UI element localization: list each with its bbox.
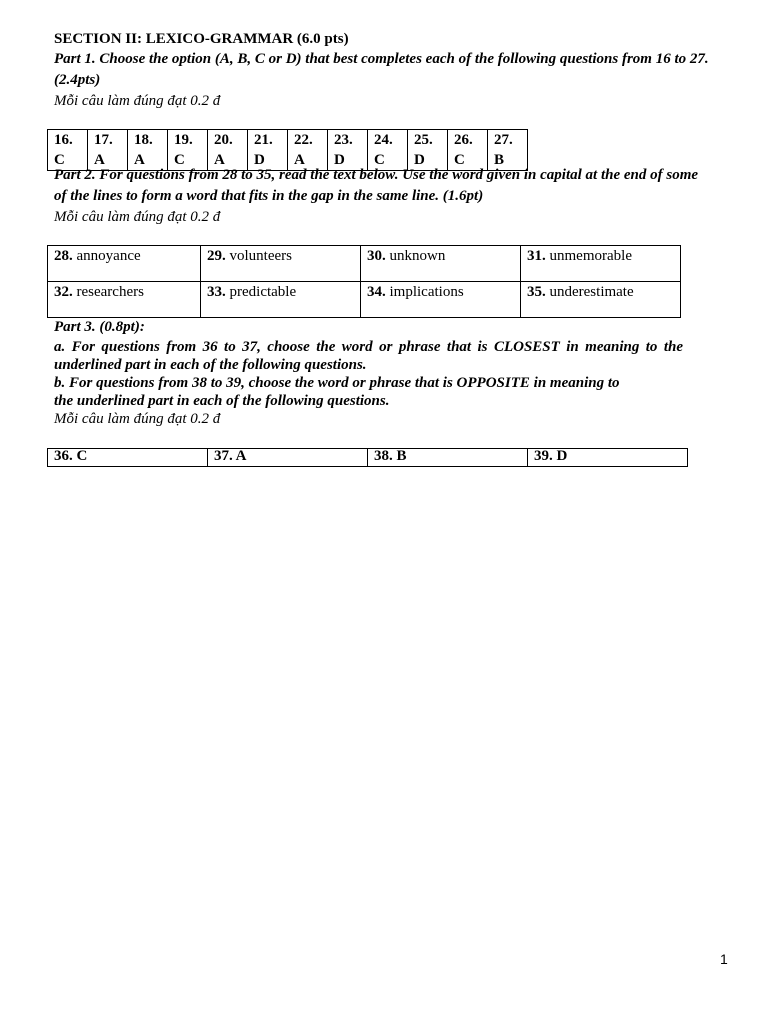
part3-scoring-note: Mỗi câu làm đúng đạt 0.2 đ bbox=[54, 411, 221, 427]
part1-instruction-line2: (2.4pts) bbox=[54, 72, 101, 88]
answer-cell: 30. unknown bbox=[361, 246, 521, 282]
part1-instruction-line1: Part 1. Choose the option (A, B, C or D) that best completes each of the following questions from 16 to 27. bbox=[54, 51, 709, 67]
section-title: SECTION II: LEXICO-GRAMMAR (6.0 pts) bbox=[54, 31, 349, 47]
answer-cell: 17. A bbox=[88, 130, 128, 171]
part2-scoring-note: Mỗi câu làm đúng đạt 0.2 đ bbox=[54, 209, 221, 225]
answer-cell: 24. C bbox=[368, 130, 408, 171]
answer-cell: 35. underestimate bbox=[521, 282, 681, 318]
part3-a-line2: underlined part in each of the following questions. bbox=[54, 357, 367, 373]
answer-cell: 39. D bbox=[528, 449, 688, 467]
answer-cell: 33. predictable bbox=[201, 282, 361, 318]
part3-b-line1: b. For questions from 38 to 39, choose the word or phrase that is OPPOSITE in meaning to bbox=[54, 375, 620, 391]
answer-cell: 16. C bbox=[48, 130, 88, 171]
part3-answer-table bbox=[47, 448, 688, 467]
answer-cell: 20. A bbox=[208, 130, 248, 171]
answer-cell: 21. D bbox=[248, 130, 288, 171]
answer-cell: 27. B bbox=[488, 130, 528, 171]
answer-cell: 22. A bbox=[288, 130, 328, 171]
answer-cell: 29. volunteers bbox=[201, 246, 361, 282]
part3-title: Part 3. (0.8pt): bbox=[54, 319, 145, 335]
part3-a-line1: a. For questions from 36 to 37, choose the word or phrase that is CLOSEST in meaning to the bbox=[54, 339, 683, 355]
answer-cell: 18. A bbox=[128, 130, 168, 171]
answer-cell: 31. unmemorable bbox=[521, 246, 681, 282]
part2-instruction-line1: Part 2. For questions from 28 to 35, read the text below. Use the word given in capital at the end of some bbox=[54, 167, 699, 183]
answer-cell: 32. researchers bbox=[48, 282, 201, 318]
answer-cell: 36. C bbox=[48, 449, 208, 467]
page-number: 1 bbox=[720, 951, 728, 967]
answer-cell: 28. annoyance bbox=[48, 246, 201, 282]
answer-cell: 37. A bbox=[208, 449, 368, 467]
part3-b-line2: the underlined part in each of the following questions. bbox=[54, 393, 390, 409]
part2-instruction-line2: of the lines to form a word that fits in the gap in the same line. (1.6pt) bbox=[54, 188, 484, 204]
answer-cell: 38. B bbox=[368, 449, 528, 467]
answer-cell: 34. implications bbox=[361, 282, 521, 318]
part2-answer-table bbox=[47, 245, 681, 318]
answer-cell: 25. D bbox=[408, 130, 448, 171]
part1-scoring-note: Mỗi câu làm đúng đạt 0.2 đ bbox=[54, 93, 221, 109]
answer-cell: 19. C bbox=[168, 130, 208, 171]
answer-cell: 23. D bbox=[328, 130, 368, 171]
answer-cell: 26. C bbox=[448, 130, 488, 171]
